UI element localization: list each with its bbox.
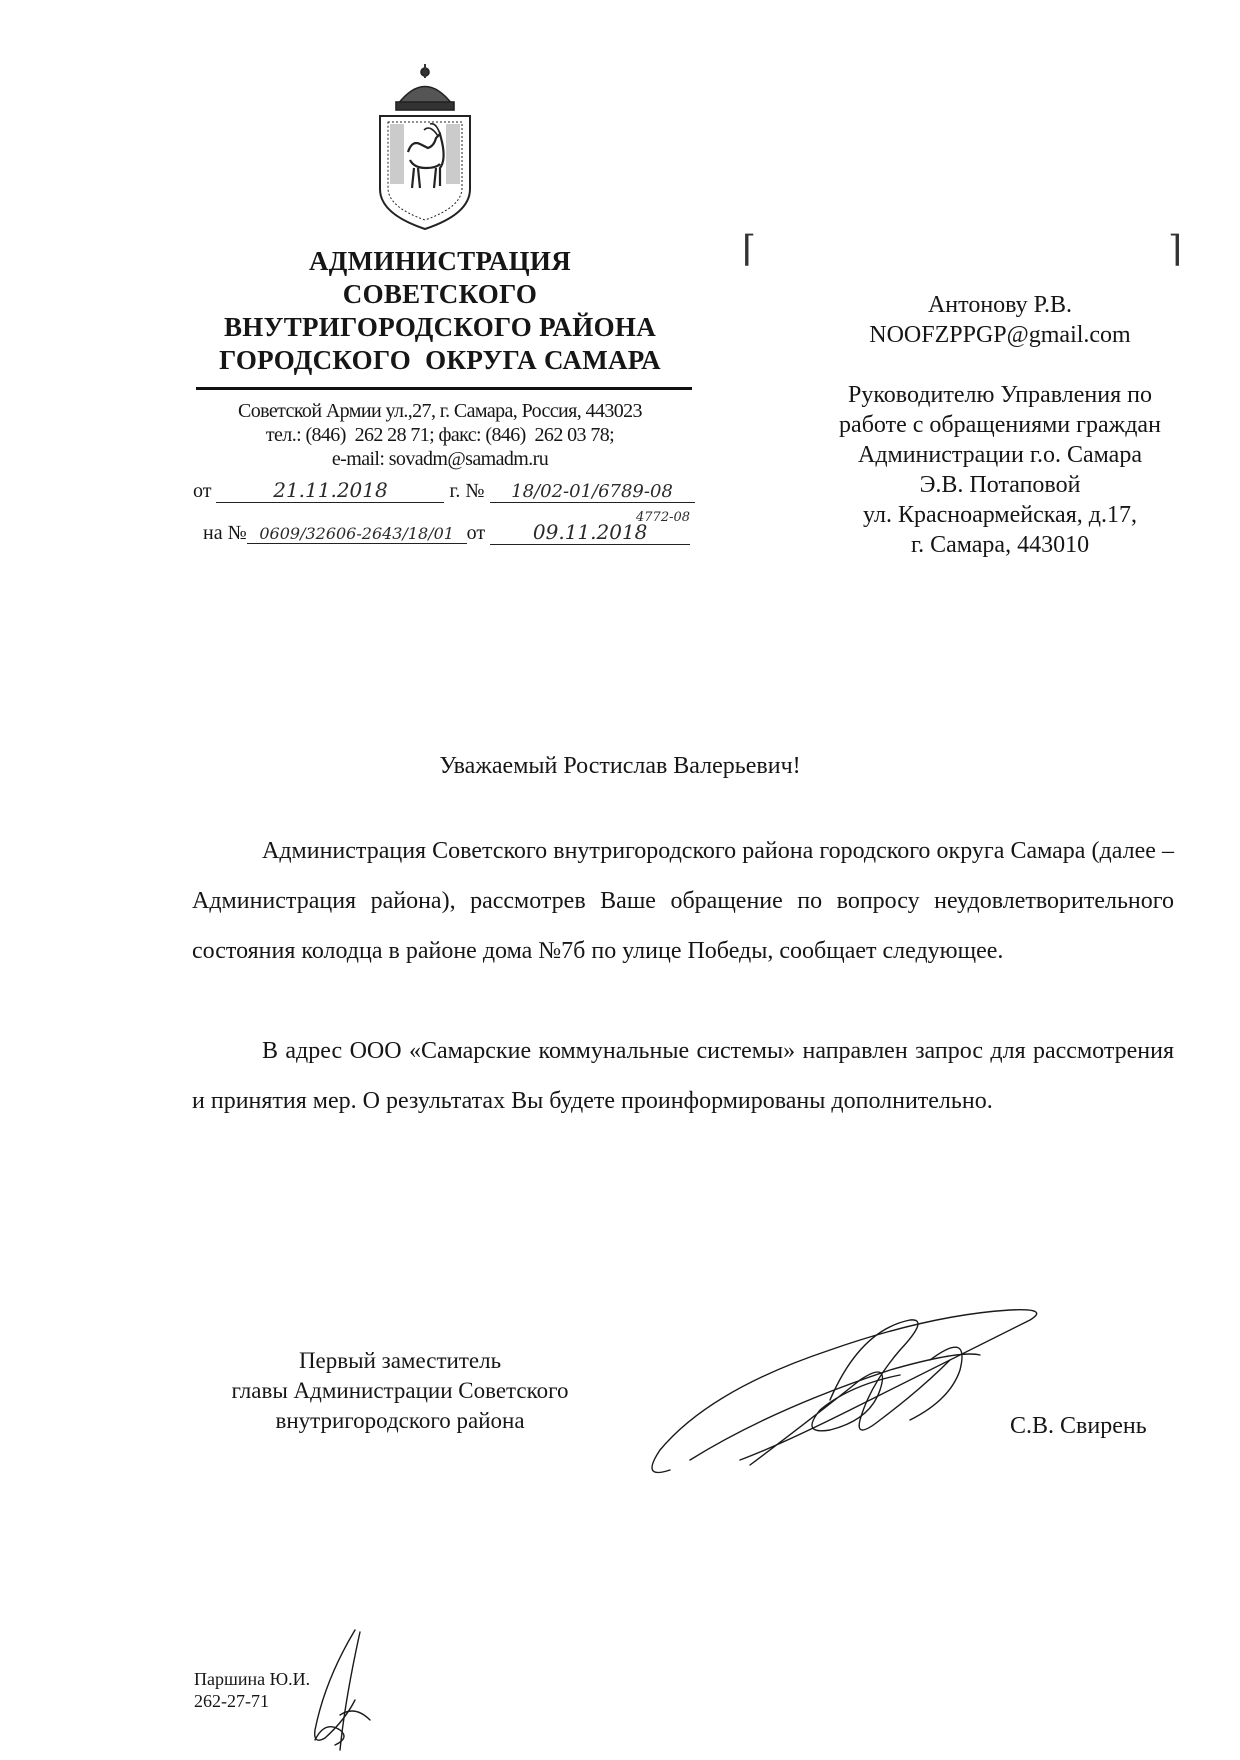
executor-name: Паршина Ю.И.: [194, 1669, 311, 1689]
date-label: от: [193, 480, 212, 502]
handwritten-signature: [630, 1290, 1090, 1490]
in-reply-number: 0609/32606-2643/18/01: [247, 524, 467, 544]
recipient-position-line-2: работе с обращениями граждан: [839, 412, 1161, 438]
executor-initials-signature: [285, 1620, 405, 1760]
number-label: г. №: [449, 480, 485, 502]
signer-title: [170, 1346, 630, 1436]
body-paragraph-2: В адрес ООО «Самарские коммунальные системы» направлен запрос для рассмотрения и принятия мер. О результатах Вы будете проинформированы дополнительно.: [192, 1038, 1174, 1114]
outgoing-number: 18/02-01/6789-08: [490, 481, 695, 503]
recipient-block: [780, 290, 1220, 560]
salutation: Уважаемый Ростислав Валерьевич!: [439, 753, 801, 779]
coat-of-arms-emblem: [370, 64, 480, 234]
recipient-street: ул. Красноармейская, д.17,: [863, 502, 1137, 528]
signer-title-line-2: главы Администрации Советского: [231, 1378, 569, 1403]
letterhead-divider: [196, 387, 692, 390]
outgoing-date: 21.11.2018: [216, 478, 444, 503]
org-line-3: ВНУТРИГОРОДСКОГО РАЙОНА: [223, 312, 656, 342]
registration-row: [193, 478, 695, 503]
address-line: Советской Армии ул.,27, г. Самара, Россия, 443023: [238, 400, 642, 422]
in-reply-date-label: от: [466, 522, 486, 544]
recipient-position-line-1: Руководителю Управления по: [848, 382, 1152, 408]
in-reply-row: [203, 520, 690, 545]
recipient-email: NOOFZPPGP@gmail.com: [869, 322, 1131, 348]
signer-name: С.В. Свирень: [1010, 1413, 1147, 1439]
org-line-2: СОВЕТСКОГО: [342, 279, 538, 309]
org-line-4: ГОРОДСКОГО ОКРУГА САМАРА: [219, 345, 661, 375]
organization-name: [170, 245, 710, 377]
signer-title-line-3: внутригородского района: [275, 1408, 525, 1433]
org-line-1: АДМИНИСТРАЦИЯ: [308, 246, 571, 276]
recipient-addressee: Э.В. Потаповой: [919, 472, 1081, 498]
email-line: e-mail: sovadm@samadm.ru: [331, 448, 549, 470]
in-reply-label: на №: [203, 522, 247, 544]
body-paragraph-1: Администрация Советского внутригородского района городского округа Самара (далее – Администрация района), рассмотрев Ваше обращение по вопросу неудовлетворительного состояния колодца в районе дома №7б по улице Победы, сообщает следующее.: [192, 838, 1174, 964]
recipient-spacer: [780, 350, 1220, 380]
phone-fax-line: тел.: (846) 262 28 71; факс: (846) 262 03 78;: [265, 424, 615, 446]
recipient-position-line-3: Администрации г.о. Самара: [857, 442, 1142, 468]
organization-address: [170, 399, 710, 471]
executor-phone: 262-27-71: [194, 1691, 269, 1711]
recipient-name: Антонову Р.В.: [927, 292, 1073, 318]
recipient-corner-right: ⌉: [1168, 229, 1183, 269]
recipient-corner-left: ⌈: [742, 229, 757, 269]
recipient-city: г. Самара, 443010: [910, 532, 1090, 558]
signer-title-line-1: Первый заместитель: [298, 1348, 502, 1373]
in-reply-date: 09.11.2018: [490, 520, 690, 545]
handwritten-extra-number: 4772-08: [636, 510, 691, 525]
